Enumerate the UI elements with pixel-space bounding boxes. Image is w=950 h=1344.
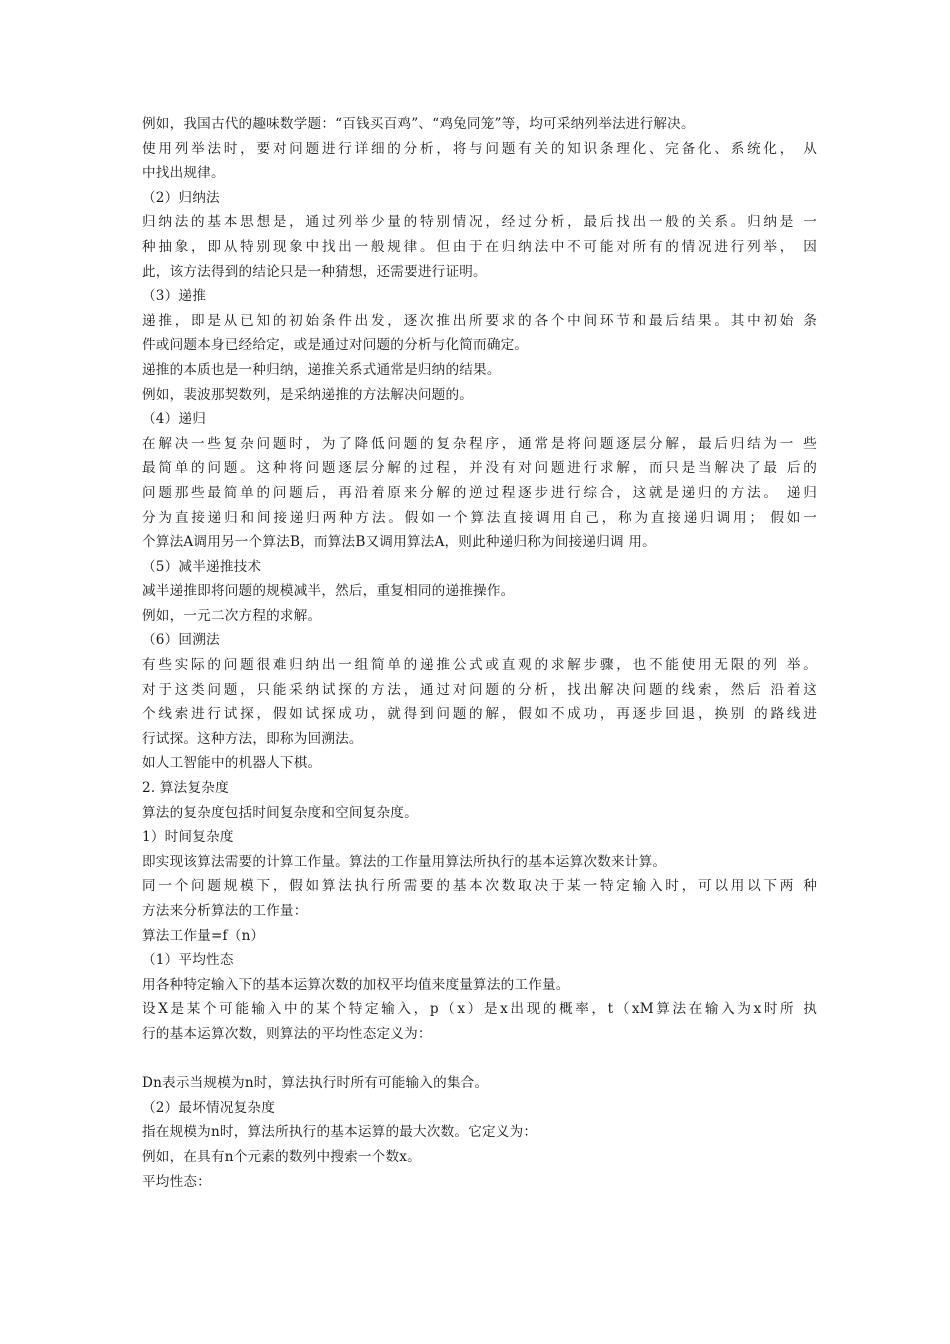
- paragraph-line: 个算法A调用另一个算法B，而算法B又调用算法A，则此种递归称为间接递归调 用。: [142, 534, 656, 551]
- paragraph-line: 行试探。这种方法，即称为回溯法。: [142, 730, 363, 747]
- document-body: [142, 112, 817, 1194]
- paragraph-line: 有些实际的问题很难归纳出一组简单的递推公式或直观的求解步骤，也不能使用无限的列 举。: [142, 657, 817, 674]
- paragraph-line: 例如，一元二次方程的求解。: [142, 607, 322, 624]
- paragraph-line: 对于这类问题，只能采纳试探的方法，通过对问题的分析，找出解决问题的线索，然后 沿着这: [142, 681, 817, 698]
- paragraph-line: 例如，裴波那契数列，是采纳递推的方法解决问题的。: [142, 386, 474, 403]
- paragraph-line: 递推的本质也是一种归纳，递推关系式通常是归纳的结果。: [142, 361, 501, 378]
- paragraph-line: 指在规模为n时，算法所执行的基本运算的最大次数。它定义为：: [142, 1124, 538, 1141]
- paragraph-line: 即实现该算法需要的计算工作量。算法的工作量用算法所执行的基本运算次数来计算。: [142, 853, 667, 870]
- section-heading: 2. 算法复杂度: [142, 780, 229, 797]
- section-heading: （4）递归: [142, 411, 207, 428]
- paragraph-line: 问题那些最简单的问题后，再沿着原来分解的逆过程逐步进行综合，这就是递归的方法。 递归: [142, 484, 817, 501]
- paragraph-line: 同一个问题规模下，假如算法执行所需要的基本次数取决于某一特定输入时，可以用以下两 种: [142, 878, 817, 895]
- paragraph-line: 此，该方法得到的结论只是一种猜想，还需要进行证明。: [142, 263, 487, 280]
- section-heading: （3）递推: [142, 288, 207, 305]
- paragraph-line: 递推，即是从已知的初始条件出发，逐次推出所要求的各个中间环节和最后结果。其中初始 条: [142, 312, 817, 329]
- paragraph-line: 减半递推即将问题的规模减半，然后，重复相同的递推操作。: [142, 583, 515, 600]
- section-heading: （1）平均性态: [142, 952, 234, 969]
- paragraph-line: 例如，在具有n个元素的数列中搜索一个数x。: [142, 1148, 421, 1165]
- section-heading: 1）时间复杂度: [142, 829, 234, 846]
- paragraph-line: 设X是某个可能输入中的某个特定输入，p（x）是x出现的概率，t（xM算法在输入为x时所 执: [142, 1001, 817, 1018]
- paragraph-line: 中找出规律。: [142, 165, 225, 182]
- paragraph-line: 最简单的问题。这种将问题逐层分解的过程，并没有对问题进行求解，而只是当解决了最 后的: [142, 460, 817, 477]
- paragraph-line: 算法工作量=f（n）: [142, 927, 265, 944]
- section-heading: （6）回溯法: [142, 632, 220, 649]
- section-heading: （2）归纳法: [142, 189, 220, 206]
- blank-line: [142, 1047, 817, 1072]
- paragraph-line: Dn表示当规模为n时，算法执行时所有可能输入的集合。: [142, 1075, 489, 1092]
- paragraph-line: 个线索进行试探，假如试探成功，就得到问题的解，假如不成功，再逐步回退，换别 的路线进: [142, 706, 817, 723]
- paragraph-line: 使用列举法时，要对问题进行详细的分析，将与问题有关的知识条理化、完备化、系统化， 从: [142, 140, 817, 157]
- paragraph-line: 件或问题本身已经给定，或是通过对问题的分析与化简而确定。: [142, 337, 529, 354]
- paragraph-line: 分为直接递归和间接递归两种方法。假如一个算法直接调用自己，称为直接递归调用； 假如一: [142, 509, 817, 526]
- paragraph-line: 行的基本运算次数，则算法的平均性态定义为：: [142, 1025, 432, 1042]
- paragraph-line: 平均性态：: [142, 1173, 211, 1190]
- paragraph-line: 如人工智能中的机器人下棋。: [142, 755, 322, 772]
- paragraph-line: 方法来分析算法的工作量：: [142, 903, 308, 919]
- paragraph-line: 在解决一些复杂问题时，为了降低问题的复杂程序，通常是将问题逐层分解，最后归结为一 些: [142, 435, 817, 452]
- paragraph-line: 算法的复杂度包括时间复杂度和空间复杂度。: [142, 804, 418, 821]
- paragraph-line: 例如，我国古代的趣味数学题：“百钱买百鸡”、“鸡兔同笼”等，均可采纳列举法进行解决。: [142, 116, 695, 132]
- paragraph-line: 用各种特定输入下的基本运算次数的加权平均值来度量算法的工作量。: [142, 976, 570, 993]
- section-heading: （2）最坏情况复杂度: [142, 1099, 275, 1116]
- section-heading: （5）减半递推技术: [142, 558, 262, 575]
- paragraph-line: 种抽象，即从特别现象中找出一般规律。但由于在归纳法中不可能对所有的情况进行列举， 因: [142, 238, 817, 255]
- paragraph-line: 归纳法的基本思想是，通过列举少量的特别情况，经过分析，最后找出一般的关系。归纳是 一: [142, 214, 817, 231]
